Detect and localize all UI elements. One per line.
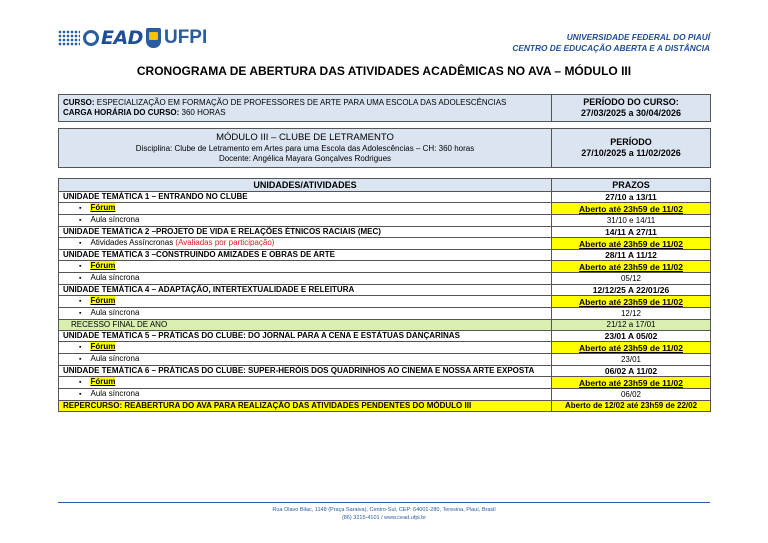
logo-ead-text: EAD (101, 27, 143, 49)
cead-ufpi-logo (58, 20, 207, 56)
course-cell (59, 95, 552, 122)
institution-name (512, 32, 710, 54)
course-period-value: 27/03/2025 a 30/04/2026 (580, 108, 682, 118)
schedule-table (58, 178, 711, 412)
curso-label: CURSO: (63, 98, 95, 107)
unit-label: UNIDADE TEMÁTICA 1 – ENTRANDO NO CLUBE (59, 192, 552, 203)
module-period-cell (552, 129, 711, 168)
activity-label (59, 377, 552, 389)
forum-link[interactable]: Fórum (90, 203, 116, 212)
footer-address: Rua Olavo Bilac, 1148 (Praça Saraiva), Centro-Sul, CEP: 64001-280, Teresina, Piauí, Brasil (272, 507, 496, 513)
module-info-table (58, 128, 711, 168)
table-row (59, 401, 711, 412)
unit-date: 28/11 A 11/12 (552, 250, 711, 261)
activity-text: Atividades Assíncronas (90, 238, 176, 247)
document-header (58, 20, 710, 58)
course-period-cell (552, 95, 711, 122)
activity-date: Aberto até 23h59 de 11/02 (552, 342, 711, 354)
ring-icon (83, 30, 99, 46)
recess-date: 21/12 a 17/01 (552, 320, 711, 331)
unit-date: 27/10 a 13/11 (552, 192, 711, 203)
recess-label: RECESSO FINAL DE ANO (59, 320, 552, 331)
activity-date: 12/12 (552, 308, 711, 320)
footer (58, 506, 710, 522)
forum-link[interactable]: Fórum (90, 261, 116, 270)
module-cell (59, 129, 552, 168)
activity-label: ▪ Aula síncrona (59, 308, 552, 320)
unit-label: UNIDADE TEMÁTICA 6 – PRÁTICAS DO CLUBE: SUPER-HERÓIS DOS QUADRINHOS AO CINEMA E NOSSA ARTE EXPOSTA (59, 366, 552, 377)
course-period-label: PERÍODO DO CURSO: (583, 97, 679, 107)
activity-label: ▪ Aula síncrona (59, 215, 552, 227)
module-period-value: 27/10/2025 a 11/02/2026 (581, 148, 681, 158)
unit-label: UNIDADE TEMÁTICA 4 – ADAPTAÇÃO, INTERTEXTUALIDADE E RELEITURA (59, 285, 552, 296)
table-row (59, 377, 711, 389)
dots-icon (58, 30, 80, 46)
activity-date: Aberto até 23h59 de 11/02 (552, 296, 711, 308)
table-row (59, 238, 711, 250)
crest-icon (146, 28, 161, 48)
table-row (59, 389, 711, 401)
table-row (59, 354, 711, 366)
logo-ufpi-text: UFPI (163, 27, 208, 48)
module-title: MÓDULO III – CLUBE DE LETRAMENTO (216, 132, 394, 143)
table-row (59, 203, 711, 215)
table-row (59, 227, 711, 238)
table-row (59, 273, 711, 285)
units-column-header: UNIDADES/ATIVIDADES (59, 179, 552, 192)
activity-label: ▪ Aula síncrona (59, 273, 552, 285)
forum-link[interactable]: Fórum (90, 377, 116, 386)
activity-label (59, 261, 552, 273)
unit-label: UNIDADE TEMÁTICA 2 –PROJETO DE VIDA E RELAÇÕES ÉTNICOS RACIAIS (MEC) (59, 227, 552, 238)
activity-date: 06/02 (552, 389, 711, 401)
table-row (59, 296, 711, 308)
module-period-label: PERÍODO (610, 137, 652, 147)
activity-date: Aberto até 23h59 de 11/02 (552, 238, 711, 250)
activity-date: Aberto até 23h59 de 11/02 (552, 261, 711, 273)
curso-value: ESPECIALIZAÇÃO EM FORMAÇÃO DE PROFESSORES DE ARTE PARA UMA ESCOLA DAS ADOLESCÊNCIAS (94, 98, 507, 107)
activity-note: (Avaliadas por participação) (175, 238, 275, 247)
course-info-table (58, 94, 711, 122)
repercurso-date: Aberto de 12/02 até 23h59 de 22/02 (552, 401, 711, 412)
table-row (59, 285, 711, 296)
table-row (59, 192, 711, 203)
repercurso-label: REPERCURSO: REABERTURA DO AVA PARA REALIZAÇÃO DAS ATIVIDADES PENDENTES DO MÓDULO III (59, 401, 552, 412)
page-title: CRONOGRAMA DE ABERTURA DAS ATIVIDADES ACADÊMICAS NO AVA – MÓDULO III (136, 64, 632, 78)
carga-value: 360 HORAS (179, 108, 226, 117)
institution-line-2: CENTRO DE EDUCAÇÃO ABERTA E A DISTÂNCIA (512, 43, 710, 53)
activity-date: Aberto até 23h59 de 11/02 (552, 377, 711, 389)
activity-label: ▪ Aula síncrona (59, 354, 552, 366)
table-row (59, 308, 711, 320)
footer-divider (58, 502, 710, 503)
activity-date: 05/12 (552, 273, 711, 285)
activity-label (59, 238, 552, 250)
module-teacher: Docente: Angélica Mayara Gonçalves Rodrigues (218, 154, 392, 163)
forum-link[interactable]: Fórum (90, 342, 116, 351)
activity-label (59, 342, 552, 354)
footer-contact: (86) 3215-4101 / www.cead.ufpi.br (341, 515, 427, 521)
unit-label: UNIDADE TEMÁTICA 3 –CONSTRUINDO AMIZADES E OBRAS DE ARTE (59, 250, 552, 261)
forum-link[interactable]: Fórum (90, 296, 116, 305)
carga-label: CARGA HORÁRIA DO CURSO: (63, 108, 180, 117)
activity-label: ▪ Aula síncrona (59, 389, 552, 401)
dates-column-header: PRAZOS (552, 179, 711, 192)
unit-date: 23/01 A 05/02 (552, 331, 711, 342)
activity-date: 31/10 e 14/11 (552, 215, 711, 227)
table-row (59, 320, 711, 331)
activity-label (59, 203, 552, 215)
table-row (59, 366, 711, 377)
unit-date: 14/11 A 27/11 (552, 227, 711, 238)
activity-date: 23/01 (552, 354, 711, 366)
schedule-header-row (59, 179, 711, 192)
institution-line-1: UNIVERSIDADE FEDERAL DO PIAUÍ (566, 32, 710, 42)
table-row (59, 261, 711, 273)
unit-label: UNIDADE TEMÁTICA 5 – PRÁTICAS DO CLUBE: DO JORNAL PARA A CENA E ESTÁTUAS DANÇARINAS (59, 331, 552, 342)
activity-date: Aberto até 23h59 de 11/02 (552, 203, 711, 215)
module-discipline: Disciplina: Clube de Letramento em Artes para uma Escola das Adolescências – CH: 360 horas (135, 144, 475, 153)
unit-date: 06/02 A 11/02 (552, 366, 711, 377)
table-row (59, 342, 711, 354)
table-row (59, 215, 711, 227)
activity-label (59, 296, 552, 308)
table-row (59, 331, 711, 342)
unit-date: 12/12/25 A 22/01/26 (552, 285, 711, 296)
table-row (59, 250, 711, 261)
